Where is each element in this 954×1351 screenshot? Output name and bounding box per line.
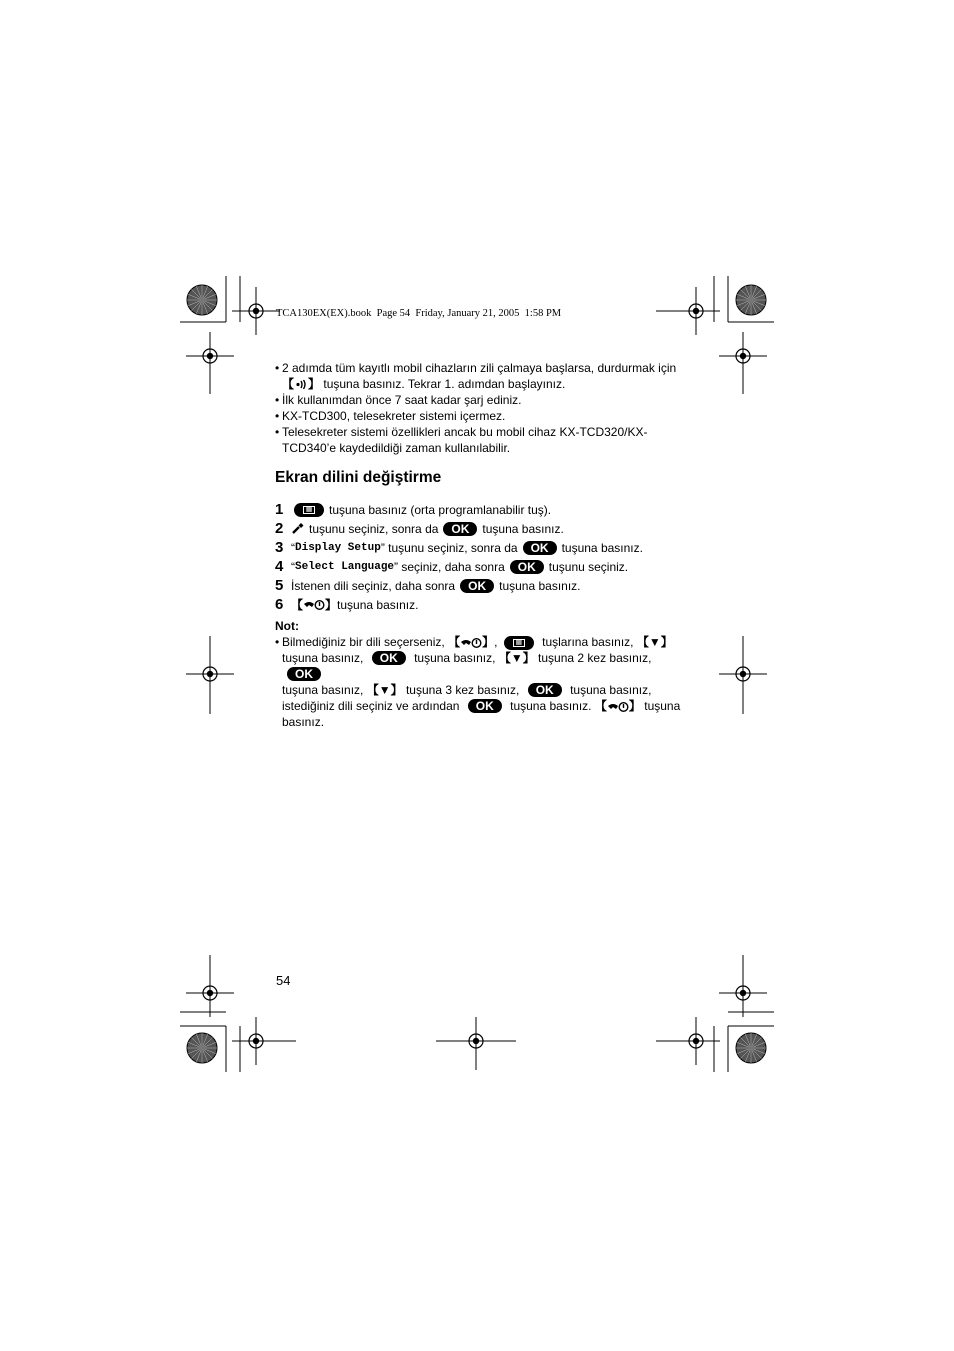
- note-text: tuşuna basınız,: [282, 651, 364, 665]
- menu-key-icon: ▦: [504, 636, 534, 650]
- registration-star-icon: [187, 285, 217, 315]
- step-text: tuşunu seçiniz.: [548, 559, 629, 574]
- ok-key-icon: OK: [372, 651, 406, 665]
- quote-mark: ”: [394, 559, 399, 574]
- select-language-label: Select Language: [295, 560, 395, 573]
- bullet-text: tuşuna basınız. Tekrar 1. adımdan başlayınız.: [323, 377, 566, 391]
- step-number: 5: [275, 576, 284, 594]
- step-number: 2: [275, 519, 284, 537]
- list-item: • İlk kullanımdan önce 7 saat kadar şarj ediniz.: [275, 392, 685, 408]
- off-key-icon: 【 】: [291, 597, 338, 612]
- note-text: tuşuna 3 kez basınız,: [405, 683, 520, 697]
- note-text: tuşuna basınız.: [510, 699, 592, 713]
- step-number: 6: [275, 595, 284, 613]
- registration-star-icon: [736, 285, 766, 315]
- step-text: tuşunu seçiniz, sonra da: [309, 521, 439, 536]
- registration-star-icon: [187, 1033, 217, 1063]
- ok-key-icon: OK: [528, 683, 562, 697]
- ok-key-icon: OK: [523, 541, 557, 555]
- step-number: 4: [275, 557, 284, 575]
- step-text: seçiniz, daha sonra: [398, 559, 505, 574]
- step-text: tuşuna basınız.: [499, 578, 581, 593]
- down-key-icon: 【▼】: [636, 635, 673, 649]
- ok-key-icon: OK: [510, 560, 544, 574]
- section-title: Ekran dilini değiştirme: [275, 469, 442, 486]
- note-text: ,: [494, 635, 498, 649]
- step-4: [275, 557, 685, 576]
- step-2: [275, 519, 685, 538]
- note-text: tuşuna basınız,: [414, 651, 496, 665]
- step-6: [275, 595, 685, 614]
- step-3: [275, 538, 685, 557]
- note-text: tuşuna: [644, 699, 681, 713]
- down-key-icon: 【▼】: [366, 683, 403, 697]
- note-text: istediğiniz dili seçiniz ve ardından: [282, 699, 460, 713]
- ok-key-icon: OK: [287, 667, 321, 681]
- step-number: 3: [275, 538, 284, 556]
- locator-key-icon: 【 】: [282, 377, 321, 391]
- page-content: [275, 360, 685, 730]
- note-text: tuşlarına basınız,: [542, 635, 634, 649]
- note-text: tuşuna basınız,: [570, 683, 652, 697]
- bullet-text: Telesekreter sistemi özellikleri ancak bu mobil cihaz KX-TCD320/KX-: [282, 425, 648, 439]
- step-text: İstenen dili seçiniz, daha sonra: [291, 578, 456, 593]
- registration-star-icon: [736, 1033, 766, 1063]
- list-item: [275, 360, 685, 392]
- note-text: Bilmediğiniz bir dili seçerseniz,: [282, 635, 449, 649]
- note-text: tuşuna basınız,: [282, 683, 364, 697]
- ok-key-icon: OK: [460, 579, 494, 593]
- bullet-text: 2 adımda tüm kayıtlı mobil cihazların zili çalmaya başlarsa, durdurmak için: [282, 361, 677, 375]
- ok-key-icon: OK: [443, 522, 477, 536]
- quote-mark: “: [291, 540, 295, 555]
- off-key-icon: 【 】: [448, 635, 495, 649]
- book-header: TCA130EX(EX).book Page 54 Friday, January 21, 2005 1:58 PM: [276, 308, 562, 319]
- crosshair-icon: [232, 287, 280, 335]
- page-number: 54: [276, 973, 291, 988]
- quote-mark: “: [291, 559, 295, 574]
- note-list: [275, 634, 685, 730]
- step-text: tuşuna basınız (orta programlanabilir tuş).: [329, 502, 552, 517]
- step-text: tuşuna basınız.: [482, 521, 564, 536]
- wrench-icon: [291, 522, 305, 535]
- note-text: tuşuna 2 kez basınız,: [538, 651, 652, 665]
- step-1: [275, 500, 685, 519]
- step-text: tuşuna basınız.: [337, 597, 419, 612]
- menu-key-icon: ▦: [294, 503, 324, 517]
- step-text: tuşunu seçiniz, sonra da: [384, 540, 518, 555]
- display-setup-label: Display Setup: [295, 541, 381, 554]
- off-key-icon: 【 】: [594, 699, 641, 713]
- quote-mark: ”: [380, 540, 385, 555]
- list-item: • KX-TCD300, telesekreter sistemi içermez.: [275, 408, 685, 424]
- note-item: [275, 634, 685, 730]
- ok-key-icon: OK: [468, 699, 502, 713]
- bullet-text: TCD340’e kaydedildiği zaman kullanılabilir.: [282, 441, 511, 455]
- step-5: [275, 576, 685, 595]
- down-key-icon: 【▼】: [498, 651, 535, 665]
- step-number: 1: [275, 500, 284, 518]
- note-title: Not:: [275, 619, 299, 633]
- list-item: [275, 424, 685, 456]
- note-text: basınız.: [282, 715, 325, 729]
- bullet-list: [275, 360, 685, 456]
- step-text: tuşuna basınız.: [561, 540, 643, 555]
